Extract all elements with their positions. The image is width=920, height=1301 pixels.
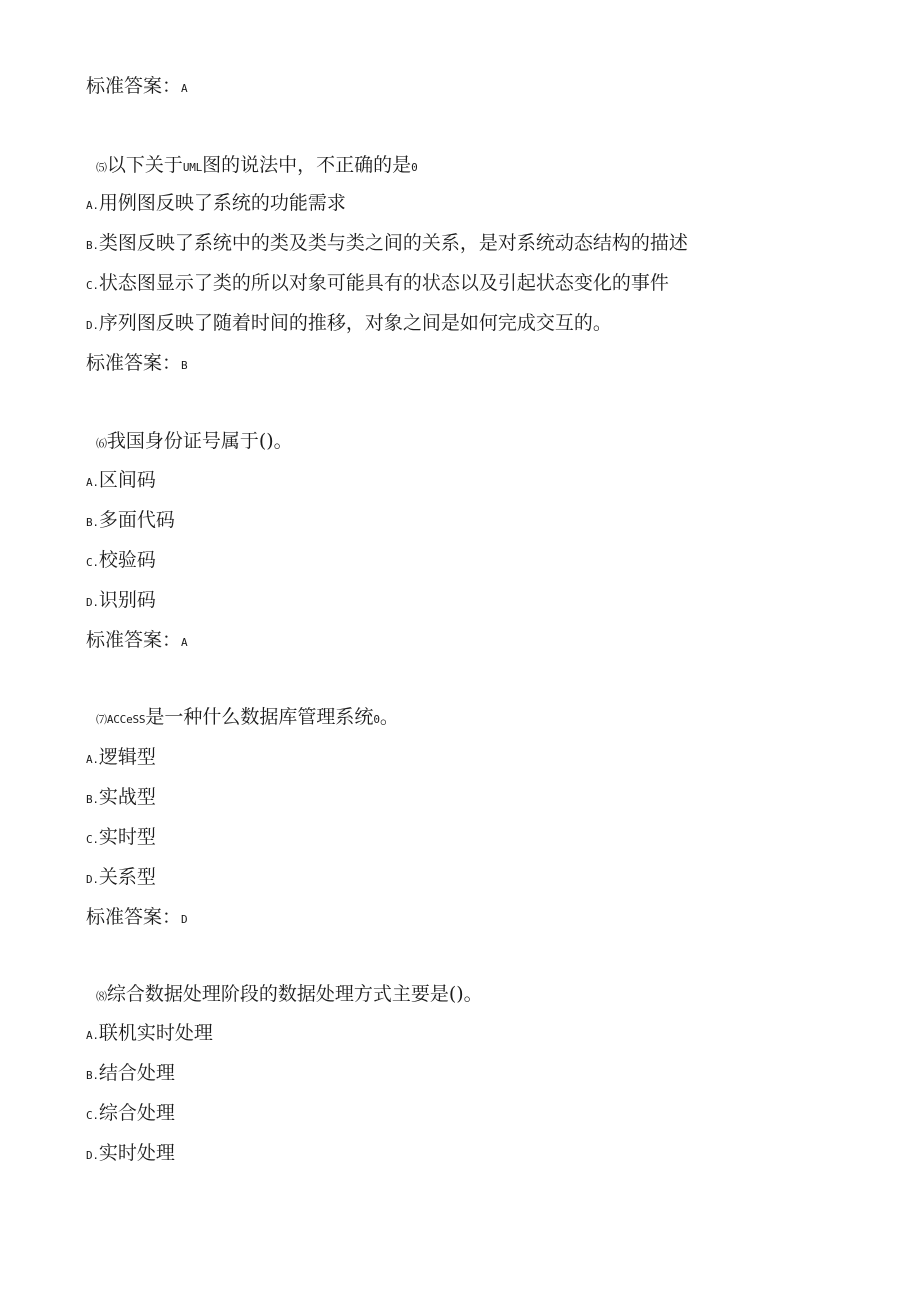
option-text: 实战型 xyxy=(98,786,156,808)
option-letter: B. xyxy=(86,1069,99,1082)
question-text: 综合数据处理阶段的数据处理方式主要是()。 xyxy=(106,983,483,1005)
option-text: 识别码 xyxy=(98,589,156,611)
option-line xyxy=(86,785,156,812)
option-line xyxy=(86,468,156,495)
option-line xyxy=(86,1021,213,1048)
question-number: ⑸ xyxy=(96,161,107,174)
question-stem xyxy=(96,153,418,180)
option-text: 状态图显示了类的所以对象可能具有的状态以及引起状态变化的事件 xyxy=(98,272,669,294)
option-text: 结合处理 xyxy=(98,1062,175,1084)
question-text: 我国身份证号属于()。 xyxy=(106,430,293,452)
option-line xyxy=(86,311,612,338)
option-letter: A. xyxy=(86,476,99,489)
option-letter: A. xyxy=(86,753,99,766)
answer-label: 标准答案： xyxy=(86,75,182,97)
option-line xyxy=(86,1141,175,1168)
option-letter: C. xyxy=(86,279,99,292)
option-letter: D. xyxy=(86,596,99,609)
answer-label: 标准答案： xyxy=(86,352,182,374)
option-letter: A. xyxy=(86,199,99,212)
question-stem xyxy=(96,429,293,456)
option-letter: B. xyxy=(86,516,99,529)
option-letter: C. xyxy=(86,556,99,569)
option-text: 用例图反映了系统的功能需求 xyxy=(98,192,346,214)
option-line xyxy=(86,825,156,852)
answer-line xyxy=(86,628,187,655)
option-letter: B. xyxy=(86,239,99,252)
question-number: ⑺ xyxy=(96,713,107,726)
option-text: 区间码 xyxy=(98,469,156,491)
option-line xyxy=(86,1101,175,1128)
option-line xyxy=(86,588,156,615)
answer-label: 标准答案： xyxy=(86,629,182,651)
answer-line xyxy=(86,351,187,378)
question-latin: ACCeSS xyxy=(106,713,146,726)
question-tail: 0 xyxy=(373,713,380,726)
question-tail: 0 xyxy=(411,161,418,174)
option-line xyxy=(86,745,156,772)
option-line xyxy=(86,231,688,258)
question-number: ⑻ xyxy=(96,990,107,1003)
option-text: 类图反映了系统中的类及类与类之间的关系，是对系统动态结构的描述 xyxy=(98,232,688,254)
option-line xyxy=(86,271,669,298)
option-text: 实时处理 xyxy=(98,1142,175,1164)
answer-label: 标准答案： xyxy=(86,906,182,928)
question-text: 图的说法中，不正确的是 xyxy=(202,154,412,176)
question-latin: UML xyxy=(182,161,203,174)
option-text: 校验码 xyxy=(98,549,156,571)
question-text: 是一种什么数据库管理系统 xyxy=(145,706,374,728)
question-text: 以下关于 xyxy=(106,154,183,176)
option-text: 多面代码 xyxy=(98,509,175,531)
option-line xyxy=(86,508,175,535)
option-text: 联机实时处理 xyxy=(98,1022,213,1044)
answer-value: D xyxy=(181,913,188,926)
option-line xyxy=(86,191,346,218)
option-letter: D. xyxy=(86,319,99,332)
option-line xyxy=(86,548,156,575)
question-stem xyxy=(96,982,483,1009)
option-letter: A. xyxy=(86,1029,99,1042)
answer-line xyxy=(86,74,187,101)
answer-value: B xyxy=(181,359,188,372)
option-letter: D. xyxy=(86,1149,99,1162)
option-text: 关系型 xyxy=(98,866,156,888)
option-text: 逻辑型 xyxy=(98,746,156,768)
answer-value: A xyxy=(181,636,188,649)
option-letter: C. xyxy=(86,1109,99,1122)
option-letter: D. xyxy=(86,873,99,886)
question-stem xyxy=(96,705,399,732)
question-end: 。 xyxy=(379,706,399,728)
option-line xyxy=(86,1061,175,1088)
option-letter: B. xyxy=(86,793,99,806)
answer-value: A xyxy=(181,82,188,95)
option-line xyxy=(86,865,156,892)
question-number: ⑹ xyxy=(96,437,107,450)
option-text: 实时型 xyxy=(98,826,156,848)
option-letter: C. xyxy=(86,833,99,846)
answer-line xyxy=(86,905,187,932)
option-text: 综合处理 xyxy=(98,1102,175,1124)
option-text: 序列图反映了随着时间的推移，对象之间是如何完成交互的。 xyxy=(98,312,612,334)
